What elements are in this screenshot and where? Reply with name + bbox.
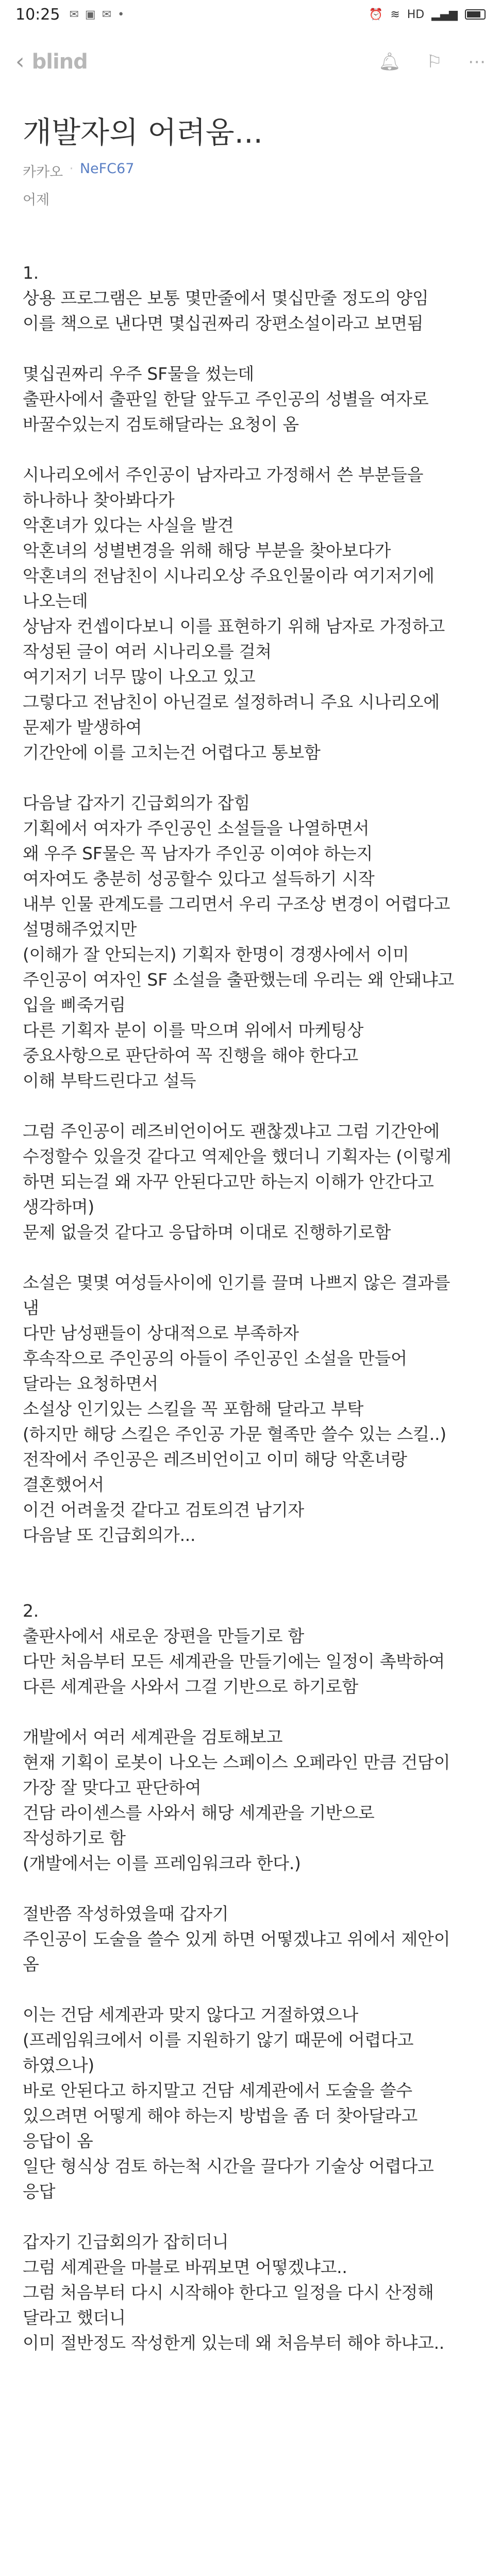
- body-line: 시나리오에서 주인공이 남자라고 가정해서 쓴 부분들을: [23, 465, 424, 485]
- body-line: 전작에서 주인공은 레즈비언이고 이미 해당 악혼녀랑: [23, 1449, 407, 1469]
- body-line: 상남자 컨셉이다보니 이를 표현하기 위해 남자로 가정하고: [23, 616, 445, 636]
- body-line: 여자여도 충분히 성공할수 있다고 설득하기 시작: [23, 869, 375, 889]
- body-line: 하였으나): [23, 2055, 94, 2075]
- notification-icons: [69, 8, 124, 21]
- body-line: 몇십권짜리 우주 SF물을 썼는데: [23, 364, 254, 384]
- body-line: 기간안에 이를 고치는건 어렵다고 통보함: [23, 742, 321, 762]
- body-blank-line: [23, 1573, 487, 1598]
- body-line: 달라는 요청하면서: [23, 1374, 158, 1394]
- body-line: 다음날 갑자기 긴급회의가 잡힘: [23, 793, 250, 813]
- battery-icon: [465, 9, 486, 20]
- body-line: 응답이 옴: [23, 2131, 93, 2151]
- body-line: 출판사에서 출판일 한달 앞두고 주인공의 성별을 여자로: [23, 389, 429, 409]
- body-line: 있으려면 어떻게 해야 하는지 방법을 좀 더 찾아달라고: [23, 2106, 418, 2126]
- body-line: 이미 절반정도 작성한게 있는데 왜 처음부터 해야 하냐고..: [23, 2333, 445, 2353]
- body-blank-line: [23, 1245, 487, 1270]
- body-line: 생각하며): [23, 1197, 94, 1217]
- body-line: 이건 어려울것 같다고 검토의견 남기자: [23, 1500, 305, 1520]
- status-time: 10:25: [15, 5, 60, 24]
- body-line: 그럼 처음부터 다시 시작해야 한다고 일정을 다시 산정해: [23, 2282, 434, 2302]
- bell-icon[interactable]: 🔔︎: [378, 52, 401, 72]
- body-blank-line: [23, 1876, 487, 1901]
- body-line: 바꿀수있는지 검토해달라는 요청이 옴: [23, 414, 299, 434]
- body-line: 수정할수 있을것 같다고 역제안을 했더니 기획자는 (이렇게: [23, 1146, 452, 1166]
- body-line: 결혼했어서: [23, 1475, 104, 1495]
- body-blank-line: [23, 1548, 487, 1573]
- body-line: 악혼녀의 성별변경을 위해 해당 부분을 찾아보다가: [23, 540, 391, 561]
- image-icon: ▣: [85, 8, 96, 21]
- body-line: 그럼 세계관을 마블로 바꿔보면 어떻겠냐고..: [23, 2257, 347, 2277]
- body-line: (개발에서는 이를 프레임워크라 한다.): [23, 1853, 301, 1873]
- body-line: 문제 없을것 같다고 응답하며 이대로 진행하기로함: [23, 1222, 391, 1242]
- body-line: 바로 안된다고 하지말고 건담 세계관에서 도술을 쓸수: [23, 2080, 412, 2100]
- body-line: 이는 건담 세계관과 맞지 않다고 거절하였으나: [23, 2005, 358, 2025]
- body-blank-line: [23, 336, 487, 361]
- body-line: 출판사에서 새로운 장편을 만들기로 함: [23, 1626, 305, 1646]
- body-line: 개발에서 여러 세계관을 검토해보고: [23, 1727, 283, 1747]
- body-line: 절반쯤 작성하였을때 갑자기: [23, 1904, 229, 1924]
- body-line: 가장 잘 맞다고 판단하여: [23, 1777, 202, 1798]
- body-blank-line: [23, 437, 487, 462]
- body-line: 하나하나 찾아봐다가: [23, 490, 175, 510]
- dot-icon: •: [118, 8, 125, 21]
- body-line: 작성된 글이 여러 시나리오를 걸쳐: [23, 641, 272, 662]
- body-line: 악혼녀가 있다는 사실을 발견: [23, 515, 234, 535]
- body-line: 상용 프로그램은 보통 몇만줄에서 몇십만줄 정도의 양임: [23, 288, 429, 308]
- body-line: 작성하기로 함: [23, 1828, 126, 1848]
- body-line: 다만 처음부터 모든 세계관을 만들기에는 일정이 촉박하여: [23, 1651, 445, 1671]
- body-line: 갑자기 긴급회의가 잡히더니: [23, 2232, 229, 2252]
- body-line: 2.: [23, 1601, 39, 1621]
- meta-separator: ·: [69, 161, 74, 177]
- body-line: 입을 삐죽거림: [23, 995, 126, 1015]
- body-blank-line: [23, 2204, 487, 2229]
- author-nickname[interactable]: NeFC67: [79, 161, 135, 177]
- company-name: 카카오: [23, 164, 63, 180]
- post-meta: [23, 161, 134, 181]
- body-line: 응답: [23, 2181, 56, 2201]
- body-line: 소설상 인기있는 스킬을 꼭 포함해 달라고 부탁: [23, 1399, 364, 1419]
- body-line: 여기저기 너무 많이 나오고 있고: [23, 667, 256, 687]
- body-line: 주인공이 도술을 쓸수 있게 하면 어떻겠냐고 위에서 제안이: [23, 1929, 450, 1949]
- body-line: 소설은 몇몇 여성들사이에 인기를 끌며 나쁘지 않은 결과를: [23, 1273, 450, 1293]
- body-line: 옴: [23, 1954, 39, 1974]
- body-line: 악혼녀의 전남친이 시나리오상 주요인물이라 여기저기에: [23, 566, 435, 586]
- body-blank-line: [23, 1093, 487, 1118]
- alarm-icon: ⏰: [369, 8, 383, 21]
- post-title: 개발자의 어려움...: [23, 115, 263, 150]
- more-icon[interactable]: ⋯: [468, 52, 486, 72]
- body-line: 나오는데: [23, 591, 88, 611]
- body-line: 다른 세계관을 사와서 그걸 기반으로 하기로함: [23, 1676, 358, 1697]
- wifi-icon: ≋: [390, 8, 400, 21]
- status-right: [369, 8, 486, 21]
- body-line: 기획에서 여자가 주인공인 소설들을 나열하면서: [23, 818, 370, 838]
- body-blank-line: [23, 765, 487, 790]
- body-line: 하면 되는걸 왜 자꾸 안된다고만 하는지 이해가 안간다고: [23, 1172, 434, 1192]
- body-line: 중요사항으로 판단하여 꼭 진행을 해야 한다고: [23, 1045, 358, 1065]
- body-line: 현재 기획이 로봇이 나오는 스페이스 오페라인 만큼 건담이: [23, 1752, 450, 1772]
- chat-icon: ✉: [69, 8, 79, 21]
- body-line: 달라고 했더니: [23, 2308, 126, 2328]
- status-bar: [0, 0, 501, 29]
- body-line: 그렇다고 전남친이 아닌걸로 설정하려니 주요 시나리오에: [23, 692, 440, 712]
- body-line: 후속작으로 주인공의 아들이 주인공인 소설을 만들어: [23, 1348, 407, 1368]
- brand-logo: blind: [31, 50, 88, 74]
- body-line: 건담 라이센스를 사와서 해당 세계관을 기반으로: [23, 1803, 375, 1823]
- body-line: 문제가 발생하여: [23, 717, 142, 737]
- bookmark-icon[interactable]: ⚐: [426, 52, 442, 72]
- hd-label: HD: [407, 8, 425, 21]
- app-header: [0, 36, 501, 88]
- body-line: 주인공이 여자인 SF 소설을 출판했는데 우리는 왜 안돼냐고: [23, 970, 454, 990]
- mail-icon: ✉: [102, 8, 112, 21]
- post-time: 어제: [23, 192, 50, 208]
- body-line: 다른 기획자 분이 이를 막으며 위에서 마케팅상: [23, 1020, 364, 1040]
- body-line: 냄: [23, 1298, 39, 1318]
- header-actions: [378, 52, 486, 72]
- body-line: (이해가 잘 안되는지) 기획자 한명이 경쟁사에서 이미: [23, 944, 409, 964]
- body-line: (프레임워크에서 이를 지원하기 않기 때문에 어렵다고: [23, 2030, 414, 2050]
- body-line: 1.: [23, 263, 39, 283]
- signal-icon: ▂▄▆: [431, 8, 458, 21]
- body-line: 이를 책으로 낸다면 몇십권짜리 장편소설이라고 보면됨: [23, 313, 424, 333]
- body-line: 설명해주었지만: [23, 919, 137, 939]
- body-line: 그럼 주인공이 레즈비언이어도 괜찮겠냐고 그럼 기간안에: [23, 1121, 440, 1141]
- body-blank-line: [23, 1977, 487, 2002]
- body-line: (하지만 해당 스킬은 주인공 가문 혈족만 쓸수 있는 스킬..): [23, 1424, 446, 1444]
- body-line: 왜 우주 SF물은 꼭 남자가 주인공 이여야 하는지: [23, 843, 373, 863]
- body-line: 일단 형식상 검토 하는척 시간을 끌다가 기술상 어렵다고: [23, 2156, 434, 2176]
- back-arrow-icon[interactable]: ‹: [15, 48, 25, 75]
- body-line: 내부 인물 관계도를 그리면서 우리 구조상 변경이 어렵다고: [23, 894, 450, 914]
- body-line: 다만 남성팬들이 상대적으로 부족하자: [23, 1323, 299, 1343]
- body-line: 다음날 또 긴급회의가...: [23, 1525, 196, 1545]
- post-body: [23, 260, 487, 2355]
- body-line: 이해 부탁드린다고 설득: [23, 1071, 196, 1091]
- body-blank-line: [23, 1699, 487, 1724]
